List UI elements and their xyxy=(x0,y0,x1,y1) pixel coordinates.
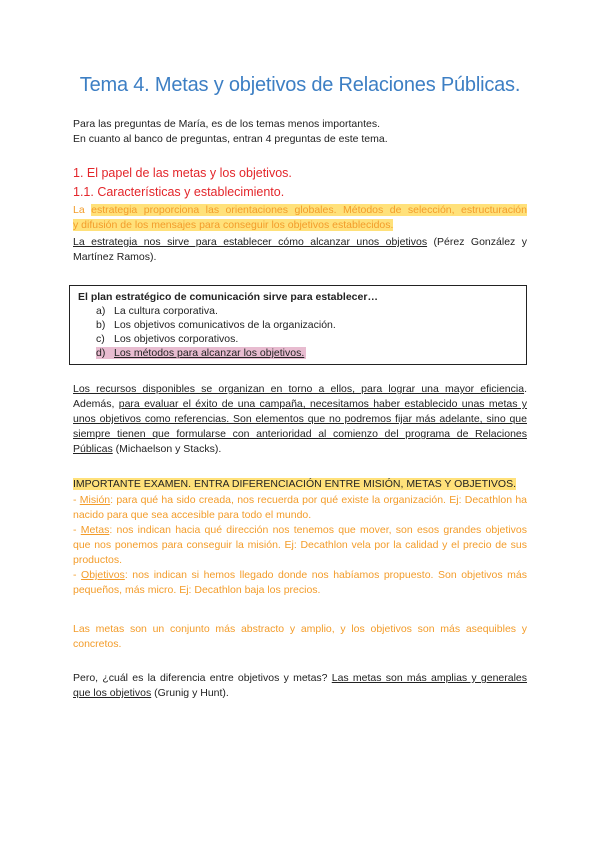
intro-line-2: En cuanto al banco de preguntas, entran 4 preguntas de este tema. xyxy=(73,133,388,145)
intro-block xyxy=(73,117,527,147)
option-b-key: b) xyxy=(96,319,106,331)
section-heading-1: 1. El papel de las metas y los objetivos. xyxy=(73,166,292,180)
definition-metas-text: : nos indican hacia qué dirección nos tenemos que mover, son esos grandes objetivos que nos ponemos para conseguir la misión. Ej: Decathlon vela por la calidad y el precio de sus productos. xyxy=(73,524,527,566)
definition-mision-dash: - xyxy=(73,494,80,506)
section-heading-1-1: 1.1. Características y establecimiento. xyxy=(73,185,285,199)
strategy-purpose-underlined: La estrategia nos sirve para establecer cómo alcanzar unos objetivos xyxy=(73,236,428,248)
definition-objetivos-term: Objetivos xyxy=(81,569,125,581)
option-c-text: Los objetivos corporativos. xyxy=(114,333,239,345)
important-note xyxy=(73,477,527,492)
option-a-key: a) xyxy=(96,305,106,317)
difference-answer: Las metas son más amplias y generales que los objetivos xyxy=(73,672,528,699)
definition-objetivos xyxy=(73,568,527,598)
definition-mision-term: Misión xyxy=(79,494,111,506)
question-box xyxy=(69,285,527,365)
resources-paragraph xyxy=(73,382,527,457)
strategy-line-2: y difusión de los mensajes para conseguir los objetivos establecidos. xyxy=(73,219,394,231)
strategy-purpose-paragraph xyxy=(73,235,527,265)
resources-underlined-2: para evaluar el éxito de una campaña, necesitamos haber establecido unas metas y unos objetivos como referencias. Son elementos que no podremos fijar más adelante, sino que siempre tienen que formularse con anterioridad al comienzo del programa de Relaciones Públicas xyxy=(73,398,528,455)
resources-underlined-1: Los recursos disponibles se organizan en torno a ellos, para lograr una mayor eficiencia xyxy=(73,383,525,395)
definition-mision xyxy=(73,493,527,523)
page-title: Tema 4. Metas y objetivos de Relaciones Públicas. xyxy=(79,74,521,96)
option-d-key: d) xyxy=(96,347,106,359)
strategy-highlight: estrategia proporciona las orientaciones globales. xyxy=(91,204,337,216)
definition-mision-text: : para qué ha sido creada, nos recuerda por qué existe la organización. Ej: Decathlon ha nacido para que sea accesible para todo el mundo. xyxy=(73,494,527,521)
option-a xyxy=(96,305,218,317)
important-highlight: IMPORTANTE EXAMEN. ENTRA DIFERENCIACIÓN ENTRE MISIÓN, METAS Y OBJETIVOS. xyxy=(73,478,517,490)
strategy-paragraph xyxy=(73,203,527,233)
goals-summary-paragraph: Las metas son un conjunto más abstracto y amplio, y los objetivos son más asequibles y concretos. xyxy=(73,623,527,650)
question-heading: El plan estratégico de comunicación sirve para establecer… xyxy=(78,291,378,303)
option-b-text: Los objetivos comunicativos de la organización. xyxy=(114,319,336,331)
definition-metas-term: Metas xyxy=(80,524,110,536)
resources-cite: (Michaelson y Stacks). xyxy=(112,443,222,455)
definition-objetivos-text: : nos indican si hemos llegado donde nos habíamos propuesto. Son objetivos más pequeños, más micro. Ej: Decathlon baja los precios. xyxy=(73,569,527,596)
strategy-rest: Métodos de selección, estructuración xyxy=(336,204,527,216)
intro-line-1: Para las preguntas de María, es de los temas menos importantes. xyxy=(73,118,380,130)
strategy-lead: La xyxy=(73,204,92,216)
resources-text-1: . Además, xyxy=(73,383,527,410)
difference-paragraph xyxy=(73,671,527,701)
definition-metas-dash: - xyxy=(73,524,81,536)
difference-cite: (Grunig y Hunt). xyxy=(151,687,229,699)
option-b xyxy=(96,319,336,331)
definition-metas xyxy=(73,523,527,568)
option-a-text: La cultura corporativa. xyxy=(114,305,218,317)
strategy-purpose-cite: (Pérez González y Martínez Ramos). xyxy=(73,236,527,263)
definition-objetivos-dash: - xyxy=(73,569,82,581)
option-d-text: Los métodos para alcanzar los objetivos. xyxy=(114,347,305,359)
option-c xyxy=(96,333,238,345)
definitions-list xyxy=(73,493,527,598)
option-c-key: c) xyxy=(96,333,105,345)
option-d-correct xyxy=(96,347,306,359)
difference-question: Pero, ¿cuál es la diferencia entre objetivos y metas? xyxy=(73,672,332,684)
